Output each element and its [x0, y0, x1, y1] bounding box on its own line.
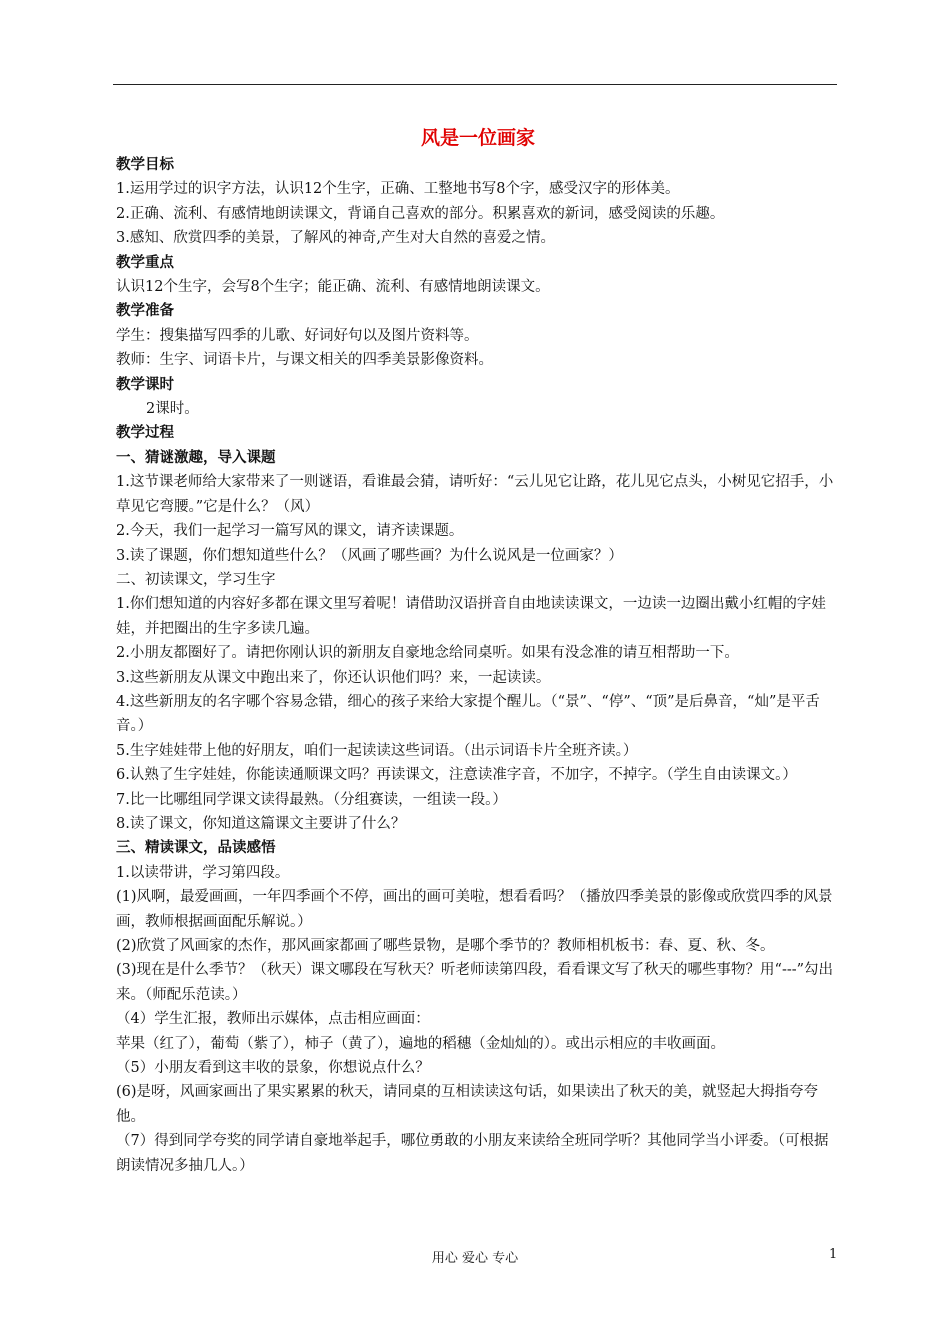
section-heading: 教学目标: [116, 157, 174, 173]
page-number: 1: [829, 1247, 838, 1262]
paragraph-line: (6)是呀，风画家画出了果实累累的秋天，请同桌的互相读读这句话，如果读出了秋天的美，就竖起大拇指夸夸他。: [116, 1084, 819, 1125]
section-heading: 教学过程: [116, 425, 174, 442]
paragraph-line: （5）小朋友看到这丰收的景象，你想说点什么？: [116, 1060, 430, 1077]
document-text: [116, 153, 840, 1178]
paragraph-line: 苹果（红了），葡萄（紫了），柿子（黄了），遍地的稻穗（金灿灿的）。或出示相应的丰收画面。: [116, 1035, 725, 1052]
paragraph-line: 4.这些新朋友的名字哪个容易念错，细心的孩子来给大家提个醒儿。（“景”、“停”、“顶”是后鼻音，“灿”是平舌音。）: [116, 693, 820, 735]
paragraph-line: 教师：生字、词语卡片，与课文相关的四季美景影像资料。: [116, 352, 493, 369]
paragraph-line: 3.感知、欣赏四季的美景，了解风的神奇,产生对大自然的喜爱之情。: [116, 230, 555, 247]
section-heading: 教学重点: [116, 254, 174, 271]
paragraph-line: (3)现在是什么季节？（秋天）课文哪段在写秋天？听老师读第四段，看看课文写了秋天的哪些事物？用“---”勾出来。（师配乐范读。）: [116, 962, 834, 1003]
paragraph-line: 1.你们想知道的内容好多都在课文里写着呢！请借助汉语拼音自由地读读课文，一边读一边圈出戴小红帽的字娃娃，并把圈出的生字多读几遍。: [116, 596, 826, 637]
paragraph-line: 1.这节课老师给大家带来了一则谜语，看谁最会猜，请听好：“云儿见它让路，花儿见它点头，小树见它招手，小草见它弯腰。”它是什么？（风）: [116, 474, 834, 515]
paragraph-line: 6.认熟了生字娃娃，你能读通顺课文吗？再读课文，注意读准字音，不加字，不掉字。（学生自由读课文。）: [116, 767, 797, 784]
paragraph-line: (1)风啊，最爱画画，一年四季画个不停，画出的画可美啦，想看看吗？（播放四季美景的影像或欣赏四季的风景画，教师根据画面配乐解说。）: [116, 889, 833, 930]
footer-motto: 用心 爱心 专心: [431, 1251, 519, 1266]
section-heading: 三、精读课文，品读感悟: [116, 840, 276, 857]
paragraph-line: 2.今天，我们一起学习一篇写风的课文，请齐读课题。: [116, 523, 464, 540]
document-body: [116, 126, 840, 1178]
paragraph-line: 2课时。: [146, 401, 199, 418]
paragraph-line: （7）得到同学夸奖的同学请自豪地举起手，哪位勇敢的小朋友来读给全班同学听？其他同学当小评委。（可根据朗读情况多抽几人。）: [116, 1133, 829, 1174]
paragraph-line: 二、初读课文，学习生字: [116, 571, 276, 588]
paragraph-line: 1.运用学过的识字方法，认识12个生字，正确、工整地书写8个字，感受汉字的形体美。: [116, 181, 680, 198]
paragraph-line: 1.以读带讲，学习第四段。: [116, 864, 290, 881]
section-heading: 教学准备: [116, 303, 174, 320]
paragraph-line: 3.读了课题，你们想知道些什么？（风画了哪些画？为什么说风是一位画家？）: [116, 547, 623, 564]
paragraph-line: 认识12个生字，会写8个生字；能正确、流利、有感情地朗读课文。: [116, 279, 550, 296]
header-rule: [113, 84, 837, 85]
paragraph-line: 2.正确、流利、有感情地朗读课文，背诵自己喜欢的部分。积累喜欢的新词，感受阅读的乐趣。: [116, 205, 725, 222]
paragraph-line: 2.小朋友都圈好了。请把你刚认识的新朋友自豪地念给同桌听。如果有没念准的请互相帮助一下。: [116, 645, 739, 662]
section-heading: 教学课时: [116, 376, 174, 393]
paragraph-line: （4）学生汇报，教师出示媒体，点击相应画面：: [116, 1011, 430, 1028]
paragraph-line: 8.读了课文，你知道这篇课文主要讲了什么？: [116, 815, 406, 832]
paragraph-line: 7.比一比哪组同学课文读得最熟。（分组赛读，一组读一段。）: [116, 791, 507, 808]
paragraph-line: 3.这些新朋友从课文中跑出来了，你还认识他们吗？来，一起读读。: [116, 669, 551, 686]
section-heading: 一、猜谜激趣，导入课题: [116, 449, 276, 466]
paragraph-line: 5.生字娃娃带上他的好朋友，咱们一起读读这些词语。（出示词语卡片全班齐读。）: [116, 742, 638, 759]
paragraph-line: 学生：搜集描写四季的儿歌、好词好句以及图片资料等。: [116, 327, 479, 344]
paragraph-line: (2)欣赏了风画家的杰作，那风画家都画了哪些景物，是哪个季节的？教师相机板书：春、夏、秋、冬。: [116, 938, 775, 954]
document-title: 风是一位画家: [420, 127, 535, 149]
